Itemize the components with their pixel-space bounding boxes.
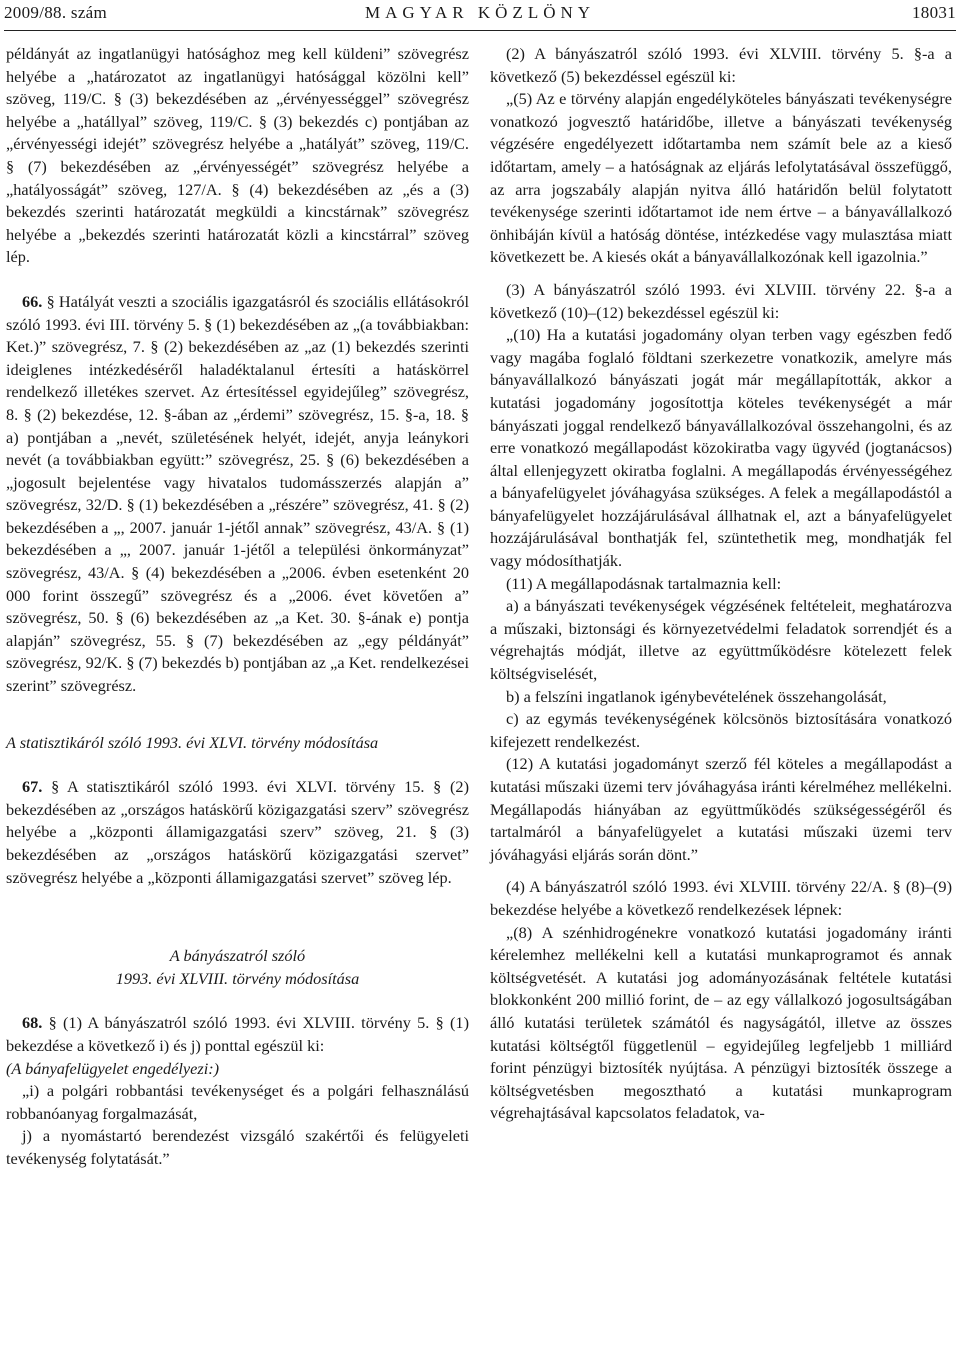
subsection-label: (A bányafelügyelet engedélyezi:) bbox=[6, 1058, 220, 1078]
paragraph: (12) A kutatási jogadományt szerző fél köteles a megállapodást a kutatási műszaki üzemi terv jóváhagyása iránti kérelméhez mellékelni. Megállapodás hiányában az együttműködés szükségességéről és tartalmáról a bányafelügyelet a kutatási műszaki üzemi terv jóváhagyási eljárás során dönt.” bbox=[490, 754, 952, 864]
paragraph: „(8) A szénhidrogénekre vonatkozó kutatási jogadomány iránti kérelemhez mellékelni kell a kutatási munkaprogramot és annak költségvetését. A kutatási jog adományozásának feltétele kutatási blokkonként 200 millió forint, de – az egy vállalkozó jogosultságában álló kutatási területek számától és nagyságától, illetve az összes kutatási költségtől függetlenül – egyidejűleg legfeljebb 1 milliárd forint pénzügyi biztosíték nyújtása. A pénzügyi biztosíték összege a költségvetésben megosztható a kutatási munkaprogram végrehajtásával kapcsolatos feladatok, va- bbox=[490, 922, 952, 1123]
page-header bbox=[4, 0, 956, 31]
page-number: 18031 bbox=[912, 3, 956, 22]
section-number: 66. bbox=[22, 291, 43, 311]
point-j: j) a nyomástartó berendezést vizsgáló szakértői és felügyeleti tevékenység folytatását.” bbox=[6, 1126, 469, 1168]
issue-number: 2009/88. szám bbox=[4, 3, 108, 22]
section-heading: A bányászatról szóló bbox=[169, 946, 306, 966]
section-text: § (1) A bányászatról szóló 1993. évi XLVIII. törvény 5. § (1) bekezdése a következő i) és j) ponttal egészül ki: bbox=[6, 1013, 469, 1055]
section-66 bbox=[6, 291, 469, 698]
paragraph: (4) A bányászatról szóló 1993. évi XLVIII. törvény 22/A. § (8)–(9) bekezdése helyébe a következő rendelkezések lépnek: bbox=[490, 877, 952, 919]
point-a: a) a bányászati tevékenységek végzésének feltételeit, meghatározva a műszaki, biztonsági és környezetvédelmi feladatok sorrendjét és a végrehajtás módját, illetve az együttműködésre kötelezett felek költségviselését, bbox=[490, 596, 952, 684]
point-c: c) az egymás tevékenységének kölcsönös biztosítására vonatkozó kifejezett rendelkezést. bbox=[490, 709, 952, 751]
section-heading: 1993. évi XLVIII. törvény módosítása bbox=[115, 968, 360, 988]
paragraph: (11) A megállapodásnak tartalmaznia kell: bbox=[506, 573, 782, 593]
point-i: „i) a polgári robbantási tevékenységet és a polgári felhasználású robbanóanyag forgalmazását, bbox=[6, 1081, 469, 1123]
paragraph: „(10) Ha a kutatási jogadomány olyan terben vagy egészben fedő vagy magába foglaló földtani szerkezetre vonatkozik, amelyre más bányavállalkozó bányászati jogát már megállapították, akkor a kutatási jogadomány jogosítottja köteles tevékenységét a már bányászati joggal rendelkező bányavállalkozóval összehangolni, és az erre vonatkozó megállapodást közokiratba vagy ügyvéd (jogtanácsos) által ellenjegyzett okiratba foglalni. A megállapodás érvényességéhez a bányafelügyelet jóváhagyása szükséges. A felek a megállapodástól a bányafelügyelet hozzájárulásával állhatnak el, azt a bányafelügyelet hozzájárulásával bonthatják fel, szüntethetik meg, mondhatják fel vagy módosíthatják. bbox=[490, 325, 952, 571]
section-heading: A statisztikáról szóló 1993. évi XLVI. törvény módosítása bbox=[6, 732, 379, 752]
paragraph: (3) A bányászatról szóló 1993. évi XLVIII. törvény 22. §-a a következő (10)–(12) bekezdéssel egészül ki: bbox=[490, 279, 952, 322]
left-column bbox=[6, 43, 469, 1355]
section-text: § A statisztikáról szóló 1993. évi XLVI. törvény 15. § (2) bekezdésében az „országos hatáskörű közigazgatási szerv” szövegrész helyébe a „központi államigazgatási szerv” szöveg, 21. § (3) bekezdésében az „országos hatáskörű közigazgatási szervet” szövegrész helyébe a „központi államigazgatási szervet” szöveg lép. bbox=[6, 777, 469, 887]
section-number: 68. bbox=[22, 1013, 43, 1033]
paragraph-continued: példányát az ingatlanügyi hatósághoz meg kell küldeni” szövegrész helyébe a „határozatot az ingatlanügyi hatósággal közölni kell” szöveg, 119/C. § (3) bekezdésében az „érvényességgel” szövegrész helyébe a „hatállyal” szöveg, 119/C. § (3) bekezdés c) pontjában az „érvényességi idejét” szövegrész helyébe a „hatályát” szöveg, 119/C. § (7) bekezdésében az „érvényességét” szövegrész helyébe a „hatályosságát” szöveg, 127/A. § (4) bekezdésében az „és a (3) bekezdés szerinti határozatát megküldi a kincstárnak” szövegrész helyébe a „bekezdés szerinti határozatát közli a kincstárral” szöveg lép. bbox=[6, 44, 469, 267]
right-column bbox=[490, 43, 952, 1355]
point-b: b) a felszíni ingatlanok igénybevételének összehangolását, bbox=[506, 686, 887, 706]
section-number: 67. bbox=[22, 777, 43, 797]
section-text: § Hatályát veszti a szociális igazgatásról és szociális ellátásokról szóló 1993. évi III. törvény 5. § (1) bekezdésében az „(a továbbiakban: Ket.)” szövegrész, 7. § (2) bekezdésében az „az (1) bekezdés szerinti ideiglenes intézkedéséről haladéktalanul értesíti a hatáskörrel rendelkező illetékes szervet. Az értesítéssel egyidejűleg” szövegrész, 8. § (2) bekezdése, 12. §-ában az „érdemi” szövegrész, 15. §-a, 18. § a) pontjában a „nevét, születésének helyét, idejét, anyja leánykori nevét (a továbbiakban együtt:” szövegrész, 25. § (6) bekezdésében a „jogosult bejelentése vagy hivatalos tudomásszerzés alapján a” szövegrész, 32/D. § (1) bekezdésében a „részére” szövegrész, 41. § (2) bekezdésében a „, 2007. január 1-jétől annak” szövegrész, 43/A. § (1) bekezdésében a „, 2007. január 1-jétől a települési önkormányzat” szövegrész, 43/A. § (4) bekezdésében a „2006. évben esetenként 20 000 forint összegű” szövegrész és a „2006. évet követően a” szövegrész, 50. § (6) bekezdésében az „a Ket. 30. §-ának e) pontja alapján” szövegrész, 55. § (7) bekezdésében az „egy példányát” szövegrész, 92/K. § (7) bekezdés b) pontjában az „a Ket. rendelkezései szerint” szövegrész. bbox=[6, 291, 469, 696]
publication-title: MAGYAR KÖZLÖNY bbox=[364, 3, 596, 22]
section-67 bbox=[6, 776, 469, 889]
section-68 bbox=[6, 1012, 469, 1057]
paragraph: (2) A bányászatról szóló 1993. évi XLVIII. törvény 5. §-a a következő (5) bekezdéssel egészül ki: bbox=[490, 44, 952, 86]
paragraph: „(5) Az e törvény alapján engedélyköteles bányászati tevékenységre vonatkozó jogvesztő határidőbe, illetve a bányászati tevékenység végzésére engedélyezett időtartamba nem számít bele az a kieső időtartam, amely – a hatóságnak az eljárás lefolytatásával összefüggő, az arra jogszabály alapján nyitva álló határidőn belül folytatott tevékenysége szerinti időtartamot ide nem értve – a bányavállalkozó önhibáján kívül a hatóság döntése, intézkedése vagy mulasztása miatt következett be. A kiesés okát a bányavállalkozónak kell igazolnia.” bbox=[490, 89, 952, 267]
